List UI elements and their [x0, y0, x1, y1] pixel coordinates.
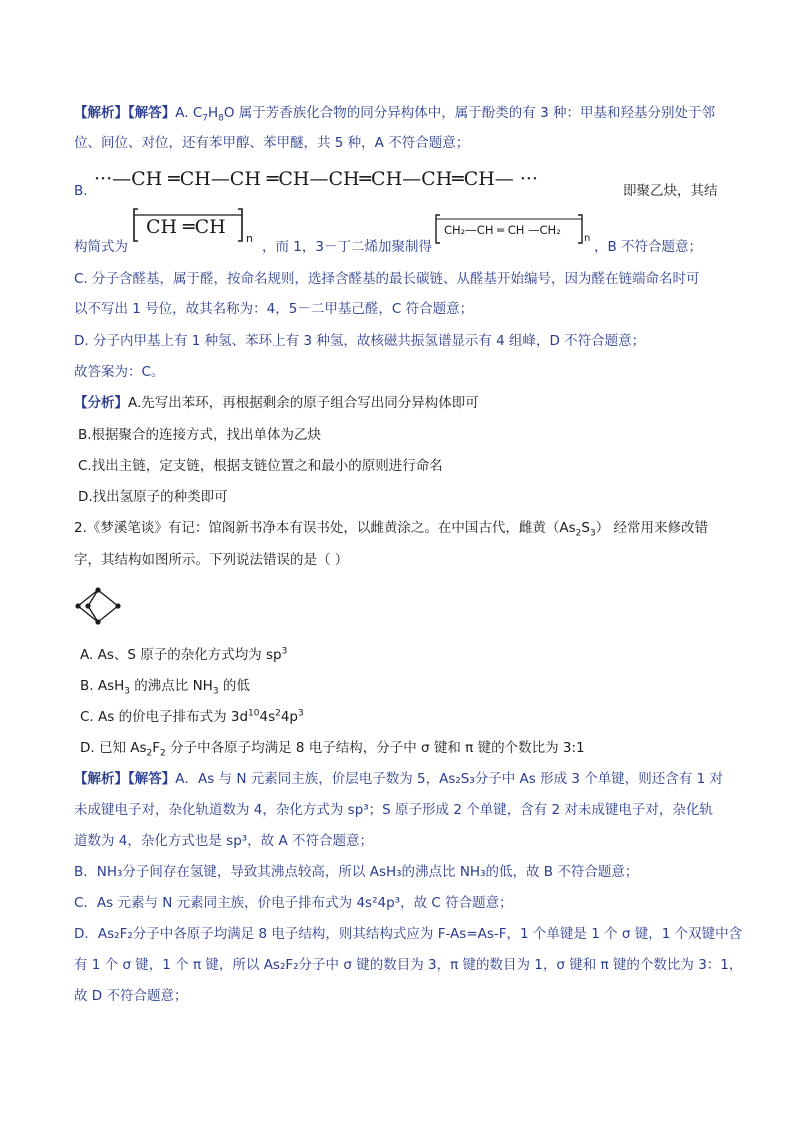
- solution-tag-2: 【解析】【解答】: [74, 771, 176, 787]
- solution-tag: 【解析】【解答】: [74, 105, 176, 121]
- as2s3-structure-diagram: [74, 586, 126, 628]
- q2-option-b[interactable]: B. AsH$_3$ 的沸点比 $NH_3$ 的低: [80, 678, 250, 697]
- analysis-tag: 【分析】: [74, 395, 128, 411]
- q2-solution-line-2: 未成键电子对，杂化轨道数为 4，杂化方式为 sp³；S 原子形成 2 个单键，含有 2 对未成键电子对，杂化轨: [74, 802, 713, 818]
- repeat-unit-2-n: n: [584, 233, 591, 244]
- analysis-line-d: D.找出氢原子的种类即可: [78, 489, 228, 505]
- q2-option-a[interactable]: A. As、S 原子的杂化方式均为 $sp^3$: [80, 646, 288, 663]
- q2-stem-line-1: 2.《梦溪笔谈》有记：馆阁新书净本有误书处，以雌黄涂之。在中国古代，雌黄$(As_2S_3)$ 经常用来修改错: [74, 520, 708, 539]
- repeat-unit-2: CH₂—CH ═ CH —CH₂: [444, 223, 561, 237]
- q2-solution-line-6: D．As₂F₂分子中各原子均满足 8 电子结构，则其结构式应为 F-As=As-F，1 个单键是 1 个 σ 键，1 个双键中含: [74, 926, 743, 942]
- option-b-line-2b: ，而 1，3－丁二烯加聚制得: [262, 239, 432, 255]
- q2-stem-line-2: 字，其结构如图所示。下列说法错误的是（ ）: [74, 552, 349, 568]
- option-b-line-2a: 构简式为: [74, 239, 128, 255]
- q2-solution-line-1: 【解析】【解答】A．As 与 N 元素同主族，价层电子数为 5，As₂S₃分子中 As 形成 3 个单键，则还含有 1 对: [74, 771, 723, 787]
- answer-line: 故答案为：C。: [74, 364, 165, 380]
- option-d-line: D. 分子内甲基上有 1 种氢、苯环上有 3 种氢，故核磁共振氢谱显示有 4 组峰，D 不符合题意；: [74, 333, 646, 349]
- option-b-label: B.: [74, 183, 88, 199]
- polyacetylene-note: 即聚乙炔，其结: [623, 183, 718, 199]
- q2-solution-line-4: B．NH₃分子间存在氢键，导致其沸点较高，所以 AsH₃的沸点比 NH₃的低，故 B 不符合题意；: [74, 864, 639, 880]
- polyacetylene-chain: ···—CH ═CH—CH ═CH—CH═CH—CH═CH— ···: [94, 168, 538, 190]
- q2-solution-line-8: 故 D 不符合题意；: [74, 988, 188, 1004]
- repeat-unit-1: CH ═CH: [146, 216, 226, 238]
- analysis-line-b: B.根据聚合的连接方式，找出单体为乙炔: [78, 427, 322, 443]
- q2-solution-line-5: C．As 元素与 N 元素同主族，价电子排布式为 4s²4p³，故 C 符合题意；: [74, 895, 513, 911]
- option-c-line-2: 以不写出 1 号位，故其名称为：4，5－二甲基己醛，C 符合题意；: [74, 301, 474, 317]
- analysis-line-c: C.找出主链，定支链，根据支链位置之和最小的原则进行命名: [78, 458, 443, 474]
- analysis-line-a: 【分析】A.先写出苯环，再根据剩余的原子组合写出同分异构体即可: [74, 395, 479, 411]
- option-c-line-1: C. 分子含醛基，属于醛，按命名规则，选择含醛基的最长碳链、从醛基开始编号，因为醛在链端命名时可: [74, 271, 700, 287]
- option-b-line-2c: ，B 不符合题意；: [594, 239, 703, 255]
- q2-option-c[interactable]: C. As 的价电子排布式为 $3d^{10}4s^24p^3$: [80, 708, 304, 725]
- q2-solution-line-7: 有 1 个 σ 键，1 个 π 键，所以 As₂F₂分子中 σ 键的数目为 3，π 键的数目为 1，σ 键和 π 键的个数比为 3：1，: [74, 957, 743, 973]
- q1-solution-line-1: 【解析】【解答】A. $C_7H_8O$ 属于芳香族化合物的同分异构体中，属于酚类的有 3 种：甲基和羟基分别处于邻: [74, 105, 715, 124]
- q2-solution-line-3: 道数为 4，杂化方式也是 sp³，故 A 不符合题意；: [74, 833, 374, 849]
- q2-option-d[interactable]: D. 已知 $As_2F_2$ 分子中各原子均满足 8 电子结构，分子中 σ 键和 π 键的个数比为 3:1: [80, 740, 585, 759]
- repeat-unit-1-n: n: [246, 232, 253, 245]
- q1-solution-line-2: 位、间位、对位，还有苯甲醇、苯甲醚，共 5 种，A 不符合题意；: [74, 135, 470, 151]
